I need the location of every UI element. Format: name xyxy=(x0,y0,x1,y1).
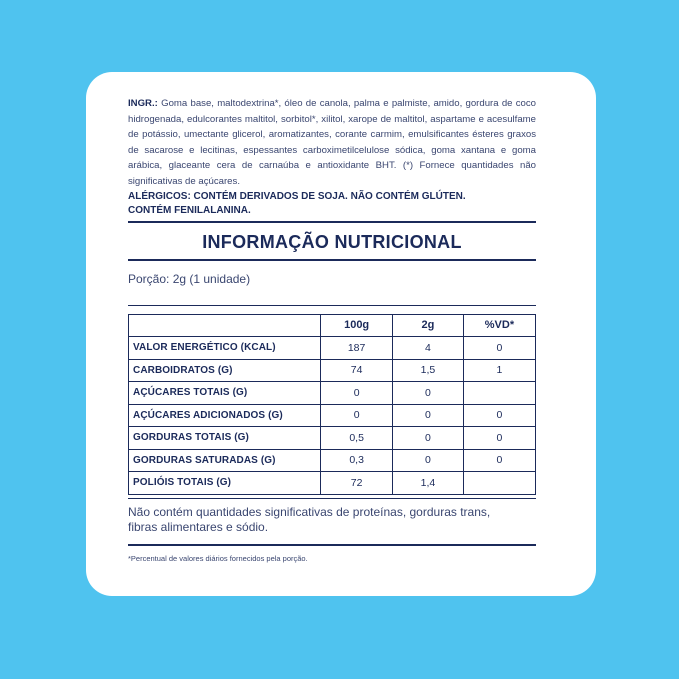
row-value-100g: 0,5 xyxy=(321,427,393,450)
divider xyxy=(128,305,536,306)
row-value-100g: 187 xyxy=(321,337,393,360)
footer-line-2: fibras alimentares e sódio. xyxy=(128,520,269,535)
row-value-2g: 4 xyxy=(392,337,463,360)
table-row xyxy=(129,472,536,495)
row-value-100g: 74 xyxy=(321,359,393,382)
divider xyxy=(128,221,536,223)
row-value-vd: 0 xyxy=(463,404,535,427)
table-row xyxy=(129,382,536,405)
row-value-2g: 0 xyxy=(392,427,463,450)
portion-text: Porção: 2g (1 unidade) xyxy=(128,271,251,286)
row-label: GORDURAS SATURADAS (G) xyxy=(129,449,321,472)
header-100g: 100g xyxy=(321,314,393,337)
header-vd: %VD* xyxy=(463,314,535,337)
table-row xyxy=(129,337,536,360)
label-card xyxy=(86,72,596,596)
table-row xyxy=(129,449,536,472)
row-value-vd: 1 xyxy=(463,359,535,382)
row-value-2g: 0 xyxy=(392,404,463,427)
divider xyxy=(128,259,536,261)
row-value-2g: 1,5 xyxy=(392,359,463,382)
row-value-100g: 0,3 xyxy=(321,449,393,472)
ingredients-label: INGR.: xyxy=(128,98,158,109)
table-row xyxy=(129,427,536,450)
divider xyxy=(128,544,536,546)
footer-text xyxy=(128,505,536,536)
row-value-vd: 0 xyxy=(463,449,535,472)
allergens-line-2: CONTÉM FENILALANINA. xyxy=(128,204,251,216)
table-row xyxy=(129,404,536,427)
header-label xyxy=(129,314,321,337)
allergens-line-1: ALÉRGICOS: CONTÉM DERIVADOS DE SOJA. NÃO CONTÉM GLÚTEN. xyxy=(128,190,466,202)
row-value-vd xyxy=(463,472,535,495)
table-header-row xyxy=(129,314,536,337)
row-label: AÇÚCARES ADICIONADOS (G) xyxy=(129,404,321,427)
row-label: AÇÚCARES TOTAIS (G) xyxy=(129,382,321,405)
footnote: *Percentual de valores diários fornecidos pela porção. xyxy=(128,553,308,563)
row-label: POLIÓIS TOTAIS (G) xyxy=(129,472,321,495)
row-label: GORDURAS TOTAIS (G) xyxy=(129,427,321,450)
row-value-100g: 72 xyxy=(321,472,393,495)
row-label: CARBOIDRATOS (G) xyxy=(129,359,321,382)
row-label: VALOR ENERGÉTICO (KCAL) xyxy=(129,337,321,360)
row-value-2g: 1,4 xyxy=(392,472,463,495)
row-value-vd: 0 xyxy=(463,427,535,450)
label-content xyxy=(128,96,536,563)
footer-line-1: Não contém quantidades significativas de proteínas, gorduras trans, xyxy=(128,504,491,519)
header-2g: 2g xyxy=(392,314,463,337)
ingredients-text xyxy=(128,96,536,190)
row-value-vd: 0 xyxy=(463,337,535,360)
ingredients-list: Goma base, maltodextrina*, óleo de canola, palma e palmiste, amido, gordura de coco hidrogenada, edulcorantes maltitol, sorbitol*, xilitol, xarope de maltitol, aspartame e acesulfame de potássio, umectante glicerol, aromatizantes, corante carmim, emulsificantes ésteres graxos de sacarose e lecitinas, espessantes carboximetilcelulose sódica, goma xantana e goma arábica, glaceante cera de carnaúba e antioxidante BHT. (*) Fornece quantidades não significativas de açúcares. xyxy=(128,98,537,187)
table-row xyxy=(129,359,536,382)
section-title: INFORMAÇÃO NUTRICIONAL xyxy=(202,231,462,252)
divider xyxy=(128,498,536,499)
nutrition-table xyxy=(128,314,536,495)
row-value-100g: 0 xyxy=(321,382,393,405)
row-value-vd xyxy=(463,382,535,405)
row-value-2g: 0 xyxy=(392,382,463,405)
row-value-100g: 0 xyxy=(321,404,393,427)
row-value-2g: 0 xyxy=(392,449,463,472)
